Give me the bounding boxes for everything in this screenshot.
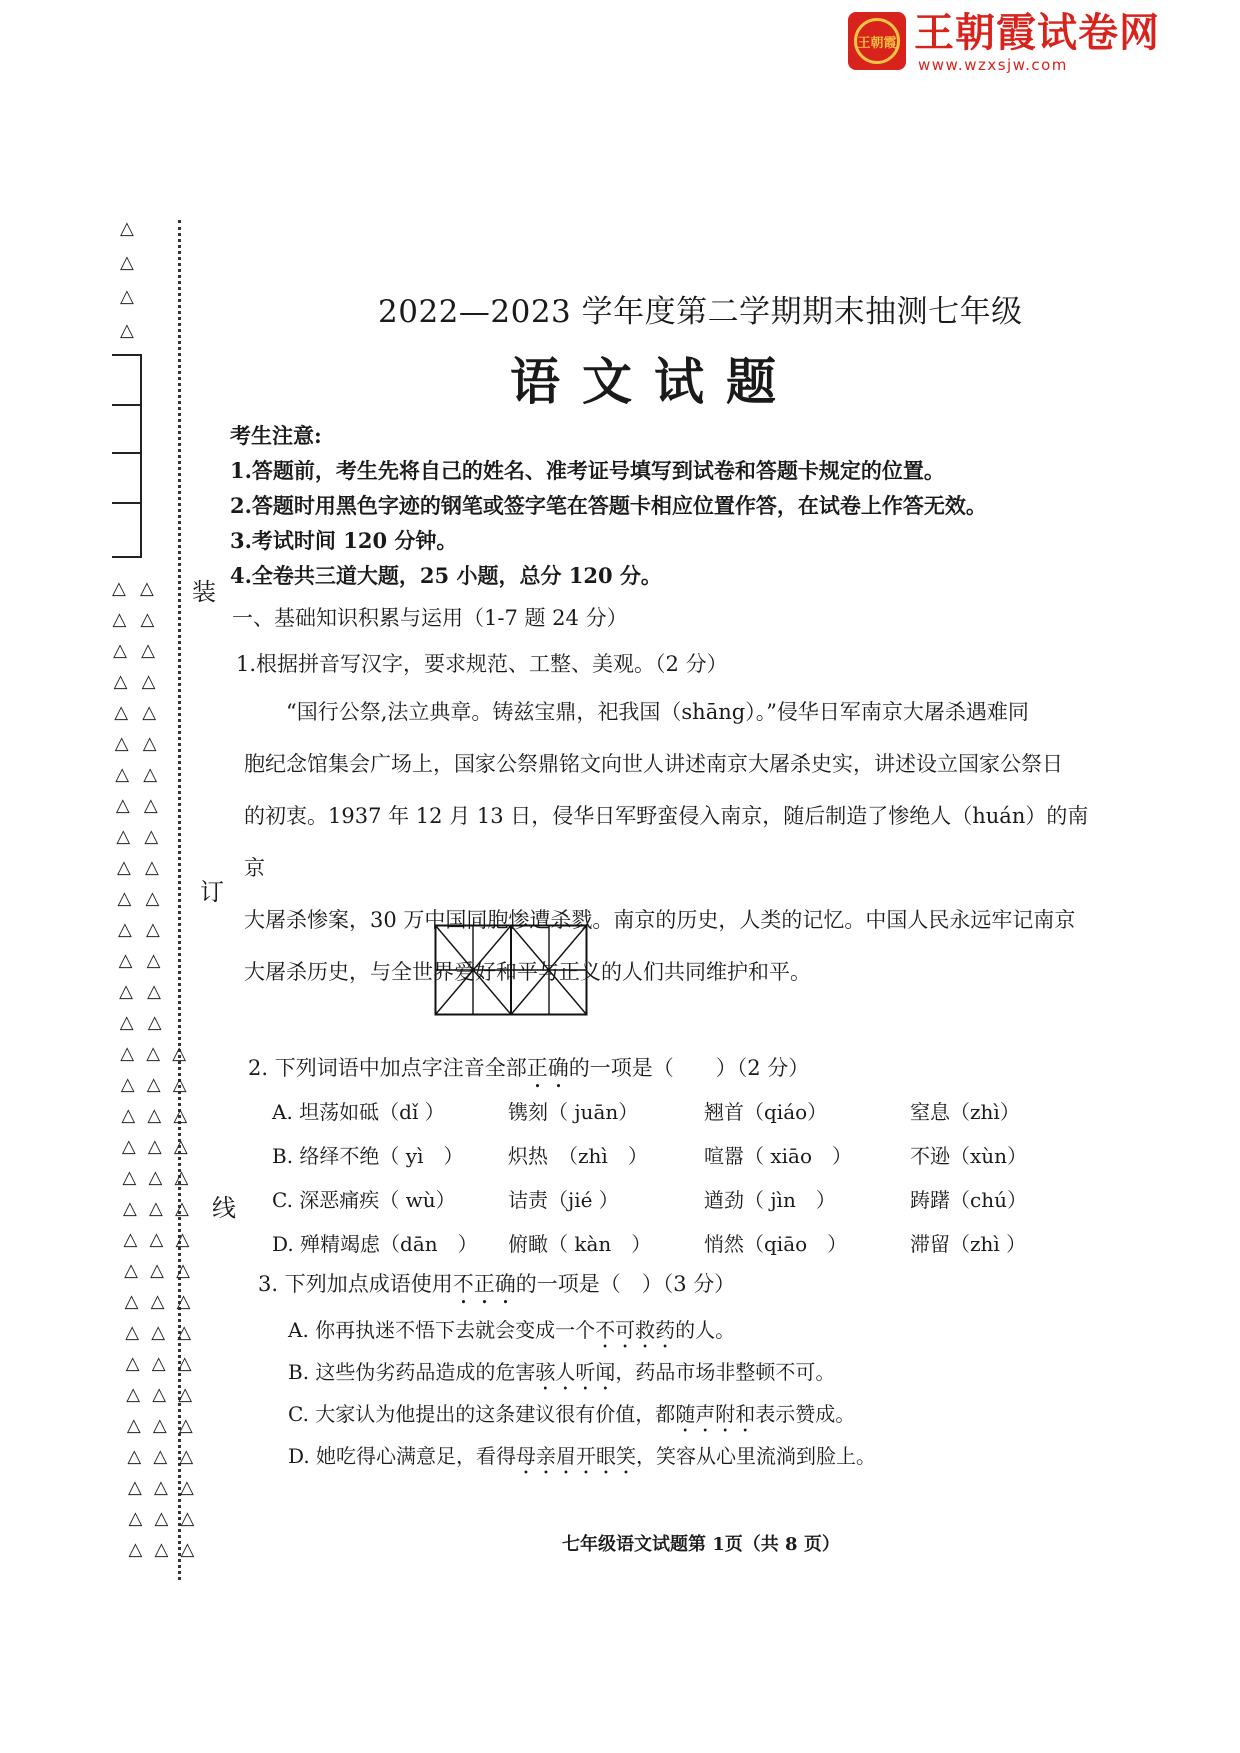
triangle-mark: △ <box>141 671 156 692</box>
passage-line: 胞纪念馆集会广场上，国家公祭鼎铭文向世人讲述南京大屠杀史实，讲述设立国家公祭日 <box>244 752 1063 776</box>
triangle-mark: △ <box>128 1508 143 1529</box>
page-title: 语文试题 <box>510 352 798 411</box>
triangle-mark: △ <box>172 1074 187 1095</box>
triangle-mark: △ <box>153 1446 168 1467</box>
triangle-mark: △ <box>146 950 161 971</box>
question-1-passage <box>244 686 1094 998</box>
section-title: 一、基础知识积累与运用（1-7 题 24 分） <box>232 606 628 630</box>
binding-dotted-line <box>178 220 181 1580</box>
question-3-option-d[interactable]: D. 她吃得心满意足，看得母亲眉开眼笑，笑容从心里流淌到脸上。 <box>288 1444 877 1468</box>
triangle-mark: △ <box>147 1105 162 1126</box>
triangle-mark: △ <box>149 1229 164 1250</box>
triangle-mark: △ <box>116 826 131 847</box>
triangle-mark: △ <box>144 857 159 878</box>
triangle-mark: △ <box>180 1539 195 1560</box>
watermark-logo <box>848 10 1178 74</box>
passage-line: 大屠杀惨案，30 万中国同胞惨遭杀戮。南京的历史，人类的记忆。中国人民永远牢记南京 <box>244 908 1076 932</box>
triangle-mark: △ <box>177 1322 192 1343</box>
triangle-mark: △ <box>178 1415 193 1436</box>
triangle-mark: △ <box>124 1260 138 1281</box>
question-2-option-cell: 镌刻（ juān） <box>508 1100 639 1124</box>
triangle-mark: △ <box>121 1105 136 1126</box>
triangle-mark: △ <box>124 1291 139 1312</box>
question-2-option-cell[interactable]: D. 殚精竭虑（dān ） <box>272 1232 478 1256</box>
triangle-mark: △ <box>120 286 134 307</box>
triangle-mark: △ <box>127 1446 142 1467</box>
triangle-mark: △ <box>151 1353 166 1374</box>
triangle-mark: △ <box>152 1415 167 1436</box>
triangle-mark: △ <box>180 1508 195 1529</box>
triangle-mark: △ <box>143 795 158 816</box>
triangle-mark: △ <box>154 1508 169 1529</box>
triangle-mark: △ <box>115 795 130 816</box>
triangle-mark: △ <box>175 1198 189 1219</box>
triangle-mark: △ <box>146 919 160 940</box>
triangle-mark: △ <box>118 950 133 971</box>
passage-line: “国行公祭,法立典章。铸兹宝鼎，祀我国（shāng）。”侵华日军南京大屠杀遇难同 <box>286 700 1029 724</box>
triangle-mark: △ <box>172 1043 187 1064</box>
triangle-mark: △ <box>120 252 134 273</box>
triangle-mark: △ <box>112 609 127 630</box>
triangle-mark: △ <box>151 1322 166 1343</box>
triangle-mark: △ <box>178 1384 193 1405</box>
triangle-mark: △ <box>125 1353 140 1374</box>
question-2-option-cell: 不逊（xùn） <box>910 1144 1028 1168</box>
triangle-mark: △ <box>115 764 130 785</box>
notice-item: 2.答题时用黑色字迹的钢笔或签字笔在答题卡相应位置作答，在试卷上作答无效。 <box>230 493 987 518</box>
question-2-option-cell: 喧嚣（ xiāo ） <box>704 1144 852 1168</box>
question-2-option-cell[interactable]: C. 深恶痛疾（ wù） <box>272 1188 456 1212</box>
triangle-mark: △ <box>120 320 134 341</box>
question-2-option-cell[interactable]: B. 络绎不绝（ yì ） <box>272 1144 464 1168</box>
binding-word-xian: 线 <box>212 1188 236 1223</box>
student-info-box <box>112 354 142 558</box>
notice-heading: 考生注意: <box>230 423 322 448</box>
question-3-option-b[interactable]: B. 这些伪劣药品造成的危害骇人听闻，药品市场非整顿不可。 <box>288 1360 836 1384</box>
triangle-mark: △ <box>125 1322 140 1343</box>
triangle-mark: △ <box>176 1260 190 1281</box>
triangle-mark: △ <box>147 1136 162 1157</box>
triangle-mark: △ <box>120 218 134 239</box>
triangle-mark: △ <box>121 1136 136 1157</box>
question-2-option-cell: 翘首（qiáo） <box>704 1100 828 1124</box>
triangle-mark: △ <box>150 1291 165 1312</box>
logo-seal-icon: 王朝霞 <box>848 12 906 70</box>
question-2-option-cell: 诘责（jié ） <box>508 1188 619 1212</box>
triangle-mark: △ <box>114 702 129 723</box>
question-1-stem: 1.根据拼音写汉字，要求规范、工整、美观。（2 分） <box>236 652 728 676</box>
triangle-mark: △ <box>118 919 132 940</box>
triangle-mark: △ <box>148 1167 163 1188</box>
triangle-mark: △ <box>113 671 128 692</box>
triangle-mark: △ <box>122 1167 137 1188</box>
question-2-option-cell: 窒息（zhì） <box>910 1100 1020 1124</box>
triangle-mark: △ <box>128 1539 143 1560</box>
binding-word-zhuang: 装 <box>192 572 216 607</box>
triangle-mark: △ <box>175 1229 190 1250</box>
passage-line: 大屠杀历史，与全世界爱好和平与正义的人们共同维护和平。 <box>244 960 811 984</box>
triangle-mark: △ <box>126 1384 141 1405</box>
writing-grid[interactable] <box>434 924 588 1016</box>
question-2-option-cell[interactable]: A. 坦荡如砥（dǐ ） <box>272 1100 445 1124</box>
triangle-mark: △ <box>123 1229 138 1250</box>
triangle-mark: △ <box>120 1043 135 1064</box>
exam-header-line: 2022—2023 学年度第二学期期末抽测七年级 <box>378 294 1023 330</box>
question-2-option-cell: 滞留（zhì ） <box>910 1232 1027 1256</box>
triangle-mark: △ <box>145 888 160 909</box>
triangle-mark: △ <box>113 640 127 661</box>
triangle-mark: △ <box>179 1477 194 1498</box>
triangle-mark: △ <box>140 578 154 599</box>
triangle-mark: △ <box>126 1415 141 1436</box>
triangle-mark: △ <box>176 1291 191 1312</box>
triangle-mark: △ <box>120 1074 135 1095</box>
question-2-stem: 2. 下列词语中加点字注音全部正确的一项是（ ）（2 分） <box>248 1056 810 1080</box>
triangle-mark: △ <box>144 826 159 847</box>
notice-item: 1.答题前，考生先将自己的姓名、准考证号填写到试卷和答题卡规定的位置。 <box>230 458 945 483</box>
passage-line: 的初衷。1937 年 12 月 13 日，侵华日军野蛮侵入南京，随后制造了惨绝人（huán）的南京 <box>244 804 1089 880</box>
triangle-mark: △ <box>127 1477 142 1498</box>
triangle-mark: △ <box>112 578 126 599</box>
triangle-mark: △ <box>142 702 157 723</box>
triangle-mark: △ <box>123 1198 137 1219</box>
triangle-mark: △ <box>117 888 132 909</box>
triangle-mark: △ <box>146 1074 161 1095</box>
question-2-option-cell: 悄然（qiāo ） <box>704 1232 848 1256</box>
notice-item: 4.全卷共三道大题，25 小题，总分 120 分。 <box>230 563 662 588</box>
triangle-mark: △ <box>173 1105 188 1126</box>
triangle-mark: △ <box>119 1012 134 1033</box>
triangle-mark: △ <box>119 981 133 1002</box>
triangle-mark: △ <box>179 1446 194 1467</box>
question-3-stem: 3. 下列加点成语使用不正确的一项是（ ）（3 分） <box>258 1272 736 1296</box>
triangle-mark: △ <box>174 1167 189 1188</box>
question-3-option-c[interactable]: C. 大家认为他提出的这条建议很有价值，都随声附和表示赞成。 <box>288 1402 856 1426</box>
logo-url: www.wzxsjw.com <box>918 56 1068 74</box>
triangle-mark: △ <box>147 981 161 1002</box>
page-footer: 七年级语文试题第 1页（共 8 页） <box>562 1534 840 1555</box>
triangle-mark: △ <box>143 764 158 785</box>
triangle-mark: △ <box>153 1477 168 1498</box>
question-3-option-a[interactable]: A. 你再执迷不悟下去就会变成一个不可救药的人。 <box>288 1318 736 1342</box>
triangle-mark: △ <box>173 1136 188 1157</box>
triangle-mark: △ <box>150 1260 164 1281</box>
triangle-mark: △ <box>141 640 155 661</box>
triangle-mark: △ <box>154 1539 169 1560</box>
triangle-mark: △ <box>146 1043 161 1064</box>
question-2-option-cell: 俯瞰（ kàn ） <box>508 1232 652 1256</box>
question-2-option-cell: 踌躇（chú） <box>910 1188 1027 1212</box>
binding-word-ding: 订 <box>200 872 224 907</box>
question-2-option-cell: 遒劲（ jìn ） <box>704 1188 836 1212</box>
question-2-option-cell: 炽热 （zhì ） <box>508 1144 648 1168</box>
triangle-mark: △ <box>142 733 157 754</box>
triangle-mark: △ <box>147 1012 162 1033</box>
notice-item: 3.考试时间 120 分钟。 <box>230 528 458 553</box>
triangle-mark: △ <box>116 857 131 878</box>
logo-brand: 王朝霞试卷网 <box>914 10 1160 56</box>
triangle-mark: △ <box>177 1353 192 1374</box>
triangle-mark: △ <box>149 1198 163 1219</box>
triangle-mark: △ <box>114 733 129 754</box>
triangle-mark: △ <box>152 1384 167 1405</box>
triangle-mark: △ <box>140 609 155 630</box>
